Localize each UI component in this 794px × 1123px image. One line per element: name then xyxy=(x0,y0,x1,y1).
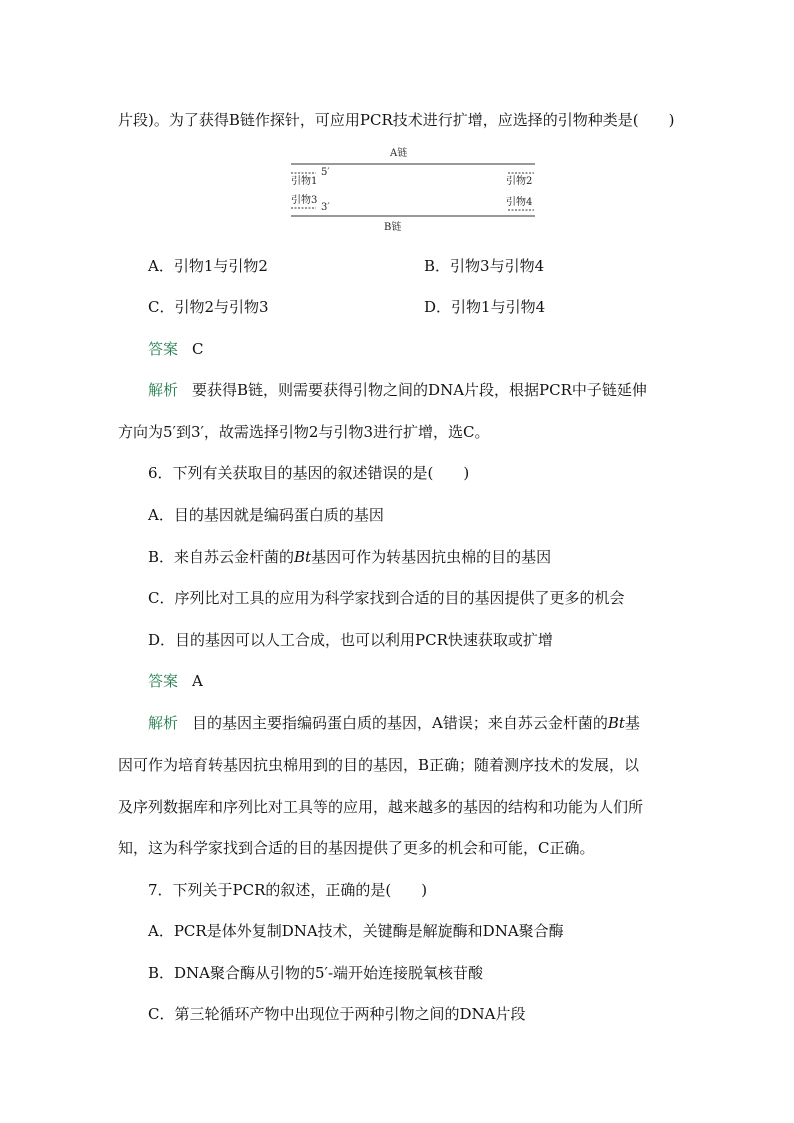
end-5-label: 5′ xyxy=(321,167,330,178)
q6-analysis-label: 解析 xyxy=(148,714,179,732)
q5-analysis-text-1: 要获得B链，则需要获得引物之间的DNA片段，根据PCR中子链延伸 xyxy=(192,381,647,399)
q6-answer-label: 答案 xyxy=(148,672,179,690)
q5-analysis-label: 解析 xyxy=(148,381,179,399)
q6-option-b-post: 基因可作为转基因抗虫棉的目的基因 xyxy=(311,548,552,566)
q7-stem: 7．下列关于PCR的叙述，正确的是( ) xyxy=(148,881,428,899)
q6-analysis-text-1-italic: Bt xyxy=(607,714,625,732)
q5-analysis-line-2: 方向为5′到3′，故需选择引物2与引物3进行扩增，选C。 xyxy=(118,423,490,441)
q5-option-d: D．引物1与引物4 xyxy=(424,298,546,316)
primer1-label: 引物1 xyxy=(291,176,318,187)
primer4-label: 引物4 xyxy=(506,197,533,208)
q6-option-b-pre: B．来自苏云金杆菌的 xyxy=(148,548,295,566)
q6-analysis-text-1-post: 基 xyxy=(624,714,640,732)
q5-answer-label: 答案 xyxy=(148,340,179,358)
q7-option-c: C．第三轮循环产物中出现位于两种引物之间的DNA片段 xyxy=(148,1005,526,1023)
strand-b-label: B链 xyxy=(384,222,402,233)
q6-analysis-line-4: 知，这为科学家找到合适的目的基因提供了更多的机会和可能，C正确。 xyxy=(118,839,595,857)
q5-option-a: A．引物1与引物2 xyxy=(148,257,268,275)
q6-option-d: D．目的基因可以人工合成，也可以利用PCR快速获取或扩增 xyxy=(148,631,553,649)
q6-option-b xyxy=(148,547,551,567)
q5-stem: 片段)。为了获得B链作探针，可应用PCR技术进行扩增，应选择的引物种类是( ) xyxy=(118,111,675,129)
q6-analysis-text-1-pre: 目的基因主要指编码蛋白质的基因，A错误；来自苏云金杆菌的 xyxy=(192,714,608,732)
primer2-label: 引物2 xyxy=(506,176,533,187)
q7-option-b: B．DNA聚合酶从引物的5′-端开始连接脱氧核苷酸 xyxy=(148,964,484,982)
q5-option-b: B．引物3与引物4 xyxy=(424,257,545,275)
q6-option-c: C．序列比对工具的应用为科学家找到合适的目的基因提供了更多的机会 xyxy=(148,589,625,607)
q6-stem: 6．下列有关获取目的基因的叙述错误的是( ) xyxy=(148,464,470,482)
q7-option-a: A．PCR是体外复制DNA技术，关键酶是解旋酶和DNA聚合酶 xyxy=(148,922,564,940)
strand-a-label: A链 xyxy=(390,148,408,159)
q6-answer xyxy=(148,671,203,691)
q6-option-a: A．目的基因就是编码蛋白质的基因 xyxy=(148,506,384,524)
q6-analysis-line-2: 因可作为培育转基因抗虫棉用到的目的基因，B正确；随着测序技术的发展，以 xyxy=(118,756,640,774)
pcr-primer-diagram xyxy=(288,142,538,234)
q5-answer-value: C xyxy=(192,340,204,358)
primer3-label: 引物3 xyxy=(291,195,318,206)
q6-answer-value: A xyxy=(192,672,203,690)
end-3-label: 3′ xyxy=(321,202,330,213)
q5-analysis-line-1 xyxy=(148,380,647,400)
q6-option-b-italic: Bt xyxy=(294,548,312,566)
q5-option-c: C．引物2与引物3 xyxy=(148,298,269,316)
q6-analysis-line-1 xyxy=(148,713,640,733)
q5-answer xyxy=(148,339,204,359)
q6-analysis-line-3: 及序列数据库和序列比对工具等的应用，越来越多的基因的结构和功能为人们所 xyxy=(118,798,644,816)
